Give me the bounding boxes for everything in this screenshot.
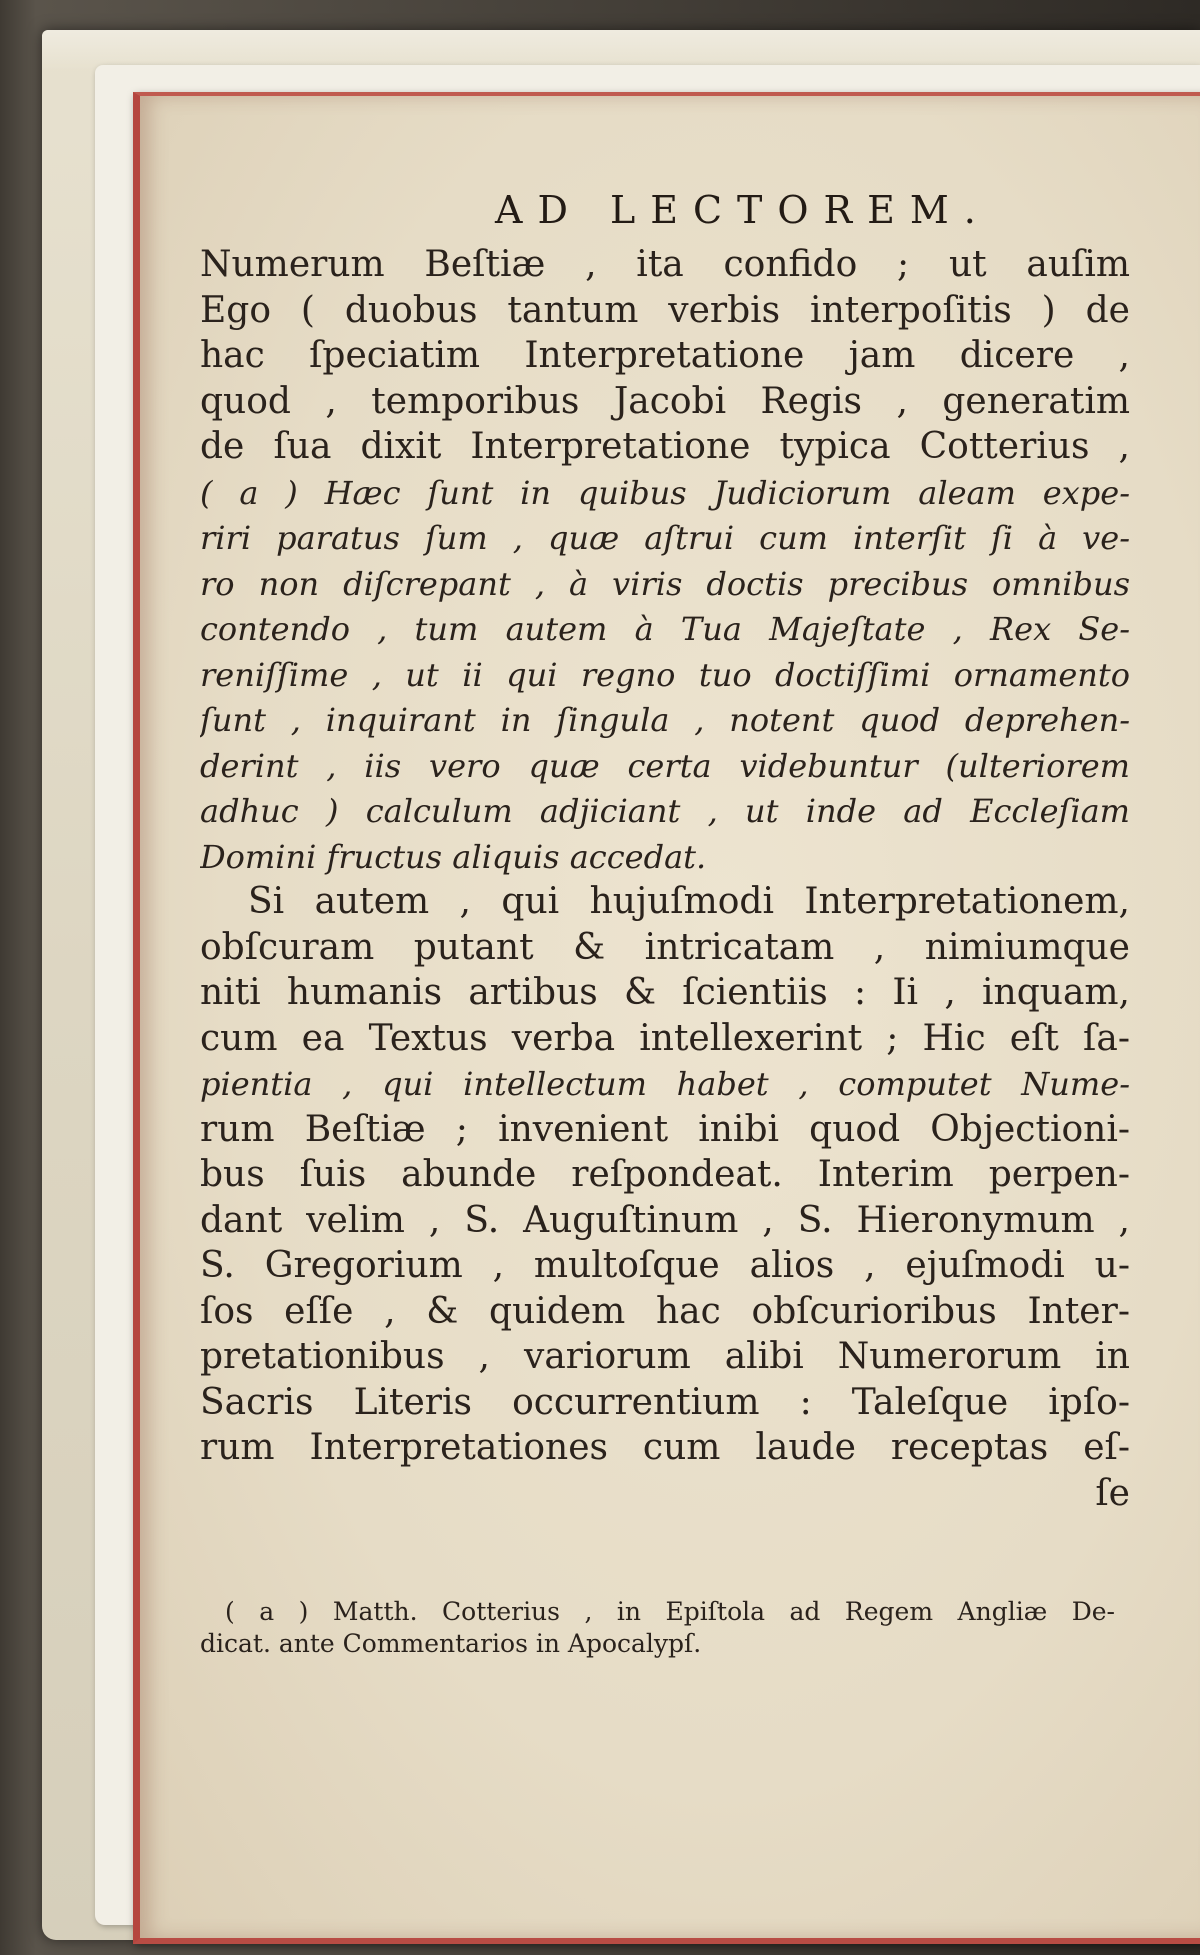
vellum-cover-edge: [42, 30, 1200, 70]
text-line: riri paratus ſum , quæ aſtrui cum interſit ſi à ve-: [200, 519, 1130, 557]
text-line: Domini fructus aliquis accedat.: [200, 838, 707, 876]
text-line: hac ſpeciatim Interpretatione jam dicere ,: [200, 335, 1130, 376]
text-line: rum Beſtiæ ; invenient inibi quod Objectioni-: [200, 1109, 1130, 1150]
footnote-line: dicat. ante Commentarios in Apocalypſ.: [200, 1629, 702, 1658]
text-line: S. Gregorium , multoſque alios , ejuſmodi u-: [200, 1245, 1130, 1286]
text-line: Ego ( duobus tantum verbis interpoſitis ) de: [200, 290, 1130, 331]
text-line: ro non diſcrepant , à viris doctis precibus omnibus: [200, 565, 1130, 603]
text-line: adhuc ) calculum adjiciant , ut inde ad Eccleſiam: [200, 792, 1130, 830]
text-line: ſos eſſe , & quidem hac obſcurioribus Inter-: [200, 1291, 1130, 1332]
text-line: contendo , tum autem à Tua Majeſtate , Rex Se-: [200, 610, 1130, 648]
text-line: Numerum Beſtiæ , ita confido ; ut auſim: [200, 244, 1130, 285]
text-line: ( a ) Hæc ſunt in quibus Judiciorum aleam expe-: [200, 474, 1130, 512]
running-head: AD LECTOREM.: [495, 188, 991, 232]
text-line: reniſſime , ut ii qui regno tuo doctiſſimi ornamento: [200, 656, 1130, 694]
text-line: Sacris Literis occurrentium : Taleſque ipſo-: [200, 1382, 1130, 1423]
text-line: de ſua dixit Interpretatione typica Cotterius ,: [200, 426, 1130, 467]
text-line: niti humanis artibus & ſcientiis : Ii , inquam,: [200, 972, 1130, 1013]
text-line: dant velim , S. Auguſtinum , S. Hieronymum ,: [200, 1200, 1130, 1241]
text-line: rum Interpretationes cum laude receptas eſ-: [200, 1427, 1130, 1468]
text-line: bus ſuis abunde reſpondeat. Interim perpen-: [200, 1154, 1130, 1195]
footnote-line: ( a ) Matth. Cotterius , in Epiſtola ad Regem Angliæ De-: [225, 1597, 1115, 1626]
text-line: quod , temporibus Jacobi Regis , generatim: [200, 381, 1130, 422]
text-line: ſunt , inquirant in ſingula , notent quod deprehen-: [200, 701, 1130, 739]
text-line: pientia , qui intellectum habet , computet Nume-: [200, 1065, 1130, 1103]
text-line: Si autem , qui hujuſmodi Interpretationem,: [248, 881, 1130, 922]
text-line: obſcuram putant & intricatam , nimiumque: [200, 927, 1130, 968]
catchword: ſe: [1095, 1473, 1130, 1514]
text-line: derint , iis vero quæ certa videbuntur (ulteriorem: [200, 747, 1130, 785]
text-line: pretationibus , variorum alibi Numerorum in: [200, 1336, 1130, 1377]
text-line: cum ea Textus verba intellexerint ; Hic eſt ſa-: [200, 1018, 1130, 1059]
